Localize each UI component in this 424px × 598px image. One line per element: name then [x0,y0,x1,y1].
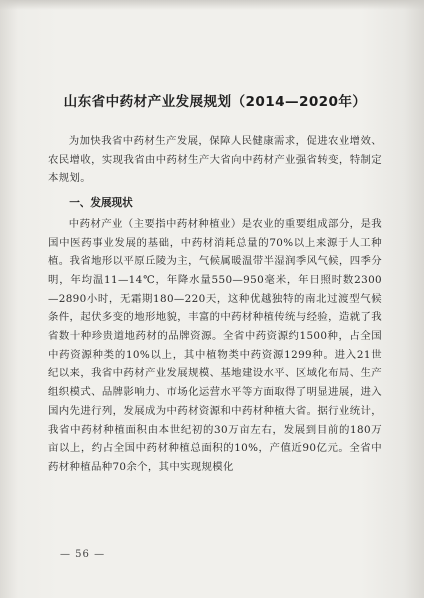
document-title: 山东省中药材产业发展规划（2014—2020年） [63,94,367,110]
section-heading: 一、发展现状 [69,197,133,210]
intro-paragraph: 为加快我省中药材生产发展，保障人民健康需求，促进农业增效、农民增收，实现我省由中药材生产大省向中药材产业强省转变，特制定本规划。 [48,135,382,185]
document-body [48,90,382,477]
body-paragraph: 中药材产业（主要指中药材种植业）是农业的重要组成部分，是我国中医药事业发展的基础，中药材消耗总量的70%以上来源于人工种植。我省地形以平原丘陵为主，气候属暖温带半湿润季风气候，四季分明，年均温11—14℃，年降水量550—950毫米，年日照时数2300—2890小时，无霜期180—220天，这种优越独特的南北过渡型气候条件，起伏多变的地形地貌，丰富的中药材种植传统与经验，造就了我省数十种珍贵道地药材的品牌资源。全省中药资源约1500种，占全国中药资源种类的10%以上，其中植物类中药资源1299种。进入21世纪以来，我省中药材产业发展规模、基地建设水平、区域化布局、生产组织模式、品牌影响力、市场化运营水平等方面取得了明显进展，进入国内先进行列，发展成为中药材资源和中药材种植大省。据行业统计，我省中药材种植面积由本世纪初的30万亩左右，发展到目前的180万亩以上，约占全国中药材种植总面积的10%，产值近90亿元。全省中药材种植品种70余个，其中实现规模化 [48,217,382,473]
page-edge-shadow [0,0,424,10]
page-number: — 56 — [60,549,106,560]
